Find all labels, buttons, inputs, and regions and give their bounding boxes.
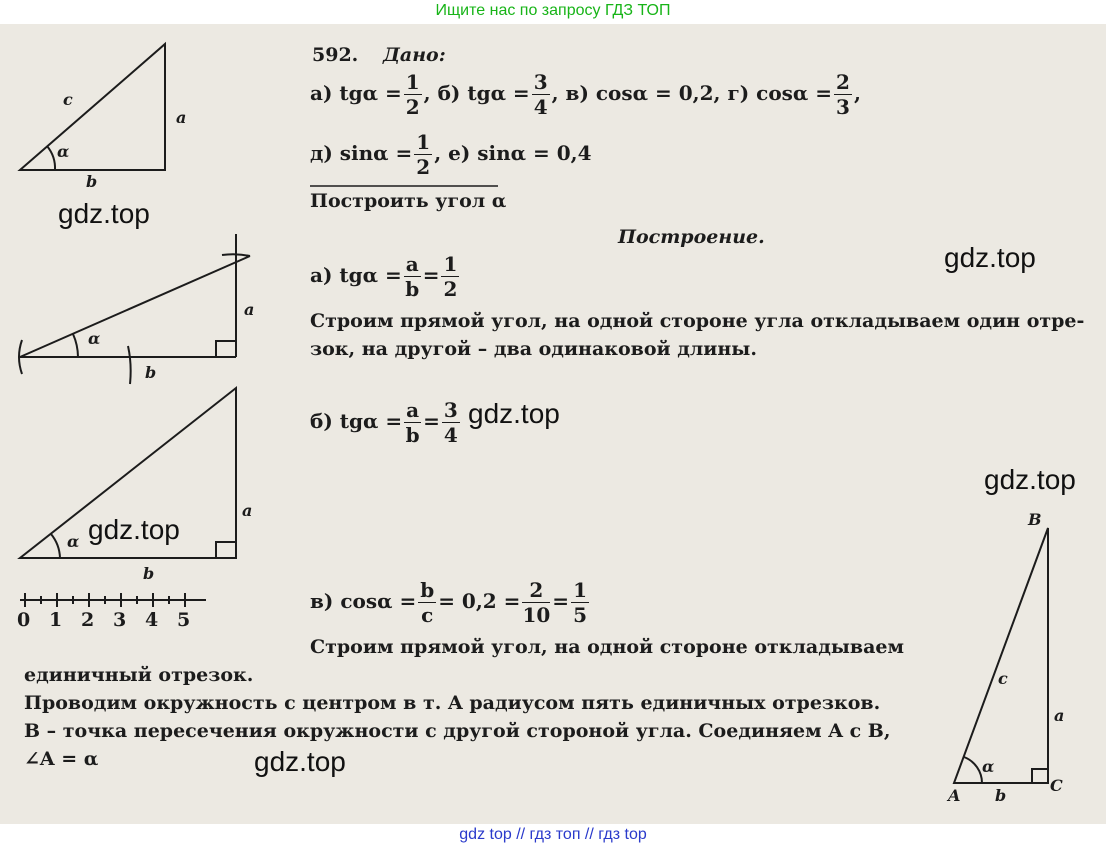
fig2-label-a: a xyxy=(244,300,255,319)
given-g-den: 3 xyxy=(836,95,850,119)
given-d-prefix: д) sinα = xyxy=(310,141,413,165)
given-line-1 xyxy=(310,72,861,117)
step-v-text-2: единичный отрезок. xyxy=(24,664,254,686)
step-a-f1-num: a xyxy=(405,252,419,276)
step-a-f2-den: 2 xyxy=(443,277,458,301)
fig2-right-angle xyxy=(216,341,236,357)
given-d-suffix: , xyxy=(434,141,442,165)
given-line-2 xyxy=(310,132,592,177)
step-a-text-2: зок, на другой – два одинаковой длины. xyxy=(310,338,757,360)
watermark: gdz.top xyxy=(88,514,180,545)
fig2-label-alpha: α xyxy=(88,329,101,348)
step-v-mid: = 0,2 = xyxy=(438,589,521,613)
watermark: gdz.top xyxy=(468,398,560,429)
ruler-tick-1: 1 xyxy=(49,609,63,631)
given-a-num: 1 xyxy=(405,70,420,94)
given-a-prefix: а) tgα = xyxy=(310,81,402,105)
fig1-label-a: a xyxy=(176,108,187,127)
fig4-label-c: c xyxy=(998,669,1008,688)
step-v-f1-num: b xyxy=(420,578,435,602)
step-v-f2-num: 2 xyxy=(522,580,550,603)
given-d-num: 1 xyxy=(416,130,431,154)
step-b-f2-num: 3 xyxy=(443,398,458,422)
step-v-f2-den: 10 xyxy=(522,603,551,627)
problem-number: 592. xyxy=(312,44,359,66)
given-a-suffix: , xyxy=(423,81,431,105)
ruler-tick-2: 2 xyxy=(81,609,95,631)
given-g-fraction xyxy=(834,72,852,117)
fig3-label-b: b xyxy=(143,564,155,583)
watermark: gdz.top xyxy=(58,198,150,229)
fig3-label-alpha: α xyxy=(67,532,80,551)
step-v-text-4: B – точка пересечения окружности с другой стороной угла. Соединяем A с B, xyxy=(24,720,891,742)
step-b-f2-den: 4 xyxy=(443,423,458,447)
given-d-den: 2 xyxy=(416,155,431,179)
step-v-f3-num: 1 xyxy=(573,578,587,602)
step-b-f1-num: a xyxy=(406,398,420,422)
given-v: в) cosα = 0,2, xyxy=(565,81,721,105)
fig4-label-A: A xyxy=(948,786,961,805)
triangle-1 xyxy=(20,44,165,170)
step-v-text-1: Строим прямой угол, на одной стороне откладываем xyxy=(310,636,905,658)
step-a-f1-den: b xyxy=(405,277,420,301)
step-a-f2-num: 1 xyxy=(443,252,458,276)
step-v-frac-1 xyxy=(418,580,436,625)
ruler-tick-3: 3 xyxy=(113,609,127,631)
given-d-fraction xyxy=(414,132,432,177)
triangle-4 xyxy=(954,528,1048,783)
find-statement: Построить угол α xyxy=(310,190,507,212)
watermark: gdz.top xyxy=(984,464,1076,495)
step-b-prefix: б) tgα = xyxy=(310,409,403,433)
given-b-num: 3 xyxy=(533,70,548,94)
given-label: Дано: xyxy=(383,44,446,66)
fig2-compass-mark-b xyxy=(128,346,131,384)
ruler-tick-0: 0 xyxy=(17,609,31,631)
top-banner: Ищите нас по запросу ГДЗ ТОП xyxy=(435,2,671,19)
step-v-f1-den: c xyxy=(421,603,434,627)
fig4-right-angle xyxy=(1032,769,1048,783)
ruler-tick-4: 4 xyxy=(145,609,159,631)
step-v-f3-den: 5 xyxy=(573,603,587,627)
given-b-fraction xyxy=(532,72,550,117)
construction-label: Построение. xyxy=(618,226,765,248)
fig4-angle-arc xyxy=(964,757,982,783)
given-b-den: 4 xyxy=(533,95,548,119)
fig4-label-alpha: α xyxy=(982,757,995,776)
fig2-angle-arc xyxy=(73,334,78,357)
step-v-text-3: Проводим окружность с центром в т. A радиусом пять единичных отрезков. xyxy=(24,692,881,714)
watermark: gdz.top xyxy=(254,746,346,777)
angle-arc-1 xyxy=(47,146,55,170)
step-b-f1-den: b xyxy=(405,423,420,447)
step-a-formula: а) tgα = $\frac{a}{b}$ = $\frac{1}{2}$ xyxy=(310,252,458,301)
fig1-label-c: c xyxy=(63,90,73,109)
given-a-den: 2 xyxy=(405,95,420,119)
fig1-label-alpha: α xyxy=(57,142,70,161)
given-b-prefix: б) tgα = xyxy=(437,81,530,105)
step-a-frac-1 xyxy=(404,254,421,299)
fig2-label-b: b xyxy=(145,363,157,382)
step-a-prefix: а) tgα = xyxy=(310,263,402,287)
ruler-tick-5: 5 xyxy=(177,609,191,631)
step-v-prefix: в) cosα = xyxy=(310,589,417,613)
step-b-frac-2 xyxy=(442,400,460,445)
fig4-label-a: a xyxy=(1054,706,1065,725)
given-g-prefix: г) cosα = xyxy=(727,81,833,105)
step-v-formula: в) cosα = $\frac{b}{c}$ = 0,2 = $\frac{2}{10}$ = $\frac{1}{5}$ xyxy=(310,578,587,627)
given-g-suffix: , xyxy=(853,81,861,105)
fig4-label-B: B xyxy=(1028,510,1042,529)
watermark: gdz.top xyxy=(944,242,1036,273)
step-v-frac-2 xyxy=(522,580,550,625)
fig1-label-b: b xyxy=(86,172,98,191)
fig3-right-angle xyxy=(216,542,236,558)
step-a-text-1: Строим прямой угол, на одной стороне угла откладываем один отре- xyxy=(310,310,1085,332)
given-b-suffix: , xyxy=(551,81,559,105)
given-g-num: 2 xyxy=(836,70,850,94)
textbook-page xyxy=(0,24,1106,824)
step-v-frac-3 xyxy=(571,580,589,625)
step-a-frac-2 xyxy=(441,254,459,299)
step-b-formula: б) tgα = $\frac{a}{b}$ = $\frac{3}{4}$ xyxy=(310,398,458,447)
fig3-angle-arc xyxy=(51,534,60,558)
fig3-label-a: a xyxy=(242,501,253,520)
fig4-label-C: C xyxy=(1050,776,1063,795)
bottom-banner: gdz top // гдз топ // гдз top xyxy=(459,826,647,843)
fig4-label-b: b xyxy=(995,786,1007,805)
step-v-text-5: ∠A = α xyxy=(24,748,99,770)
given-e: е) sinα = 0,4 xyxy=(448,141,592,165)
step-b-frac-1 xyxy=(404,400,421,445)
given-a-fraction xyxy=(404,72,422,117)
